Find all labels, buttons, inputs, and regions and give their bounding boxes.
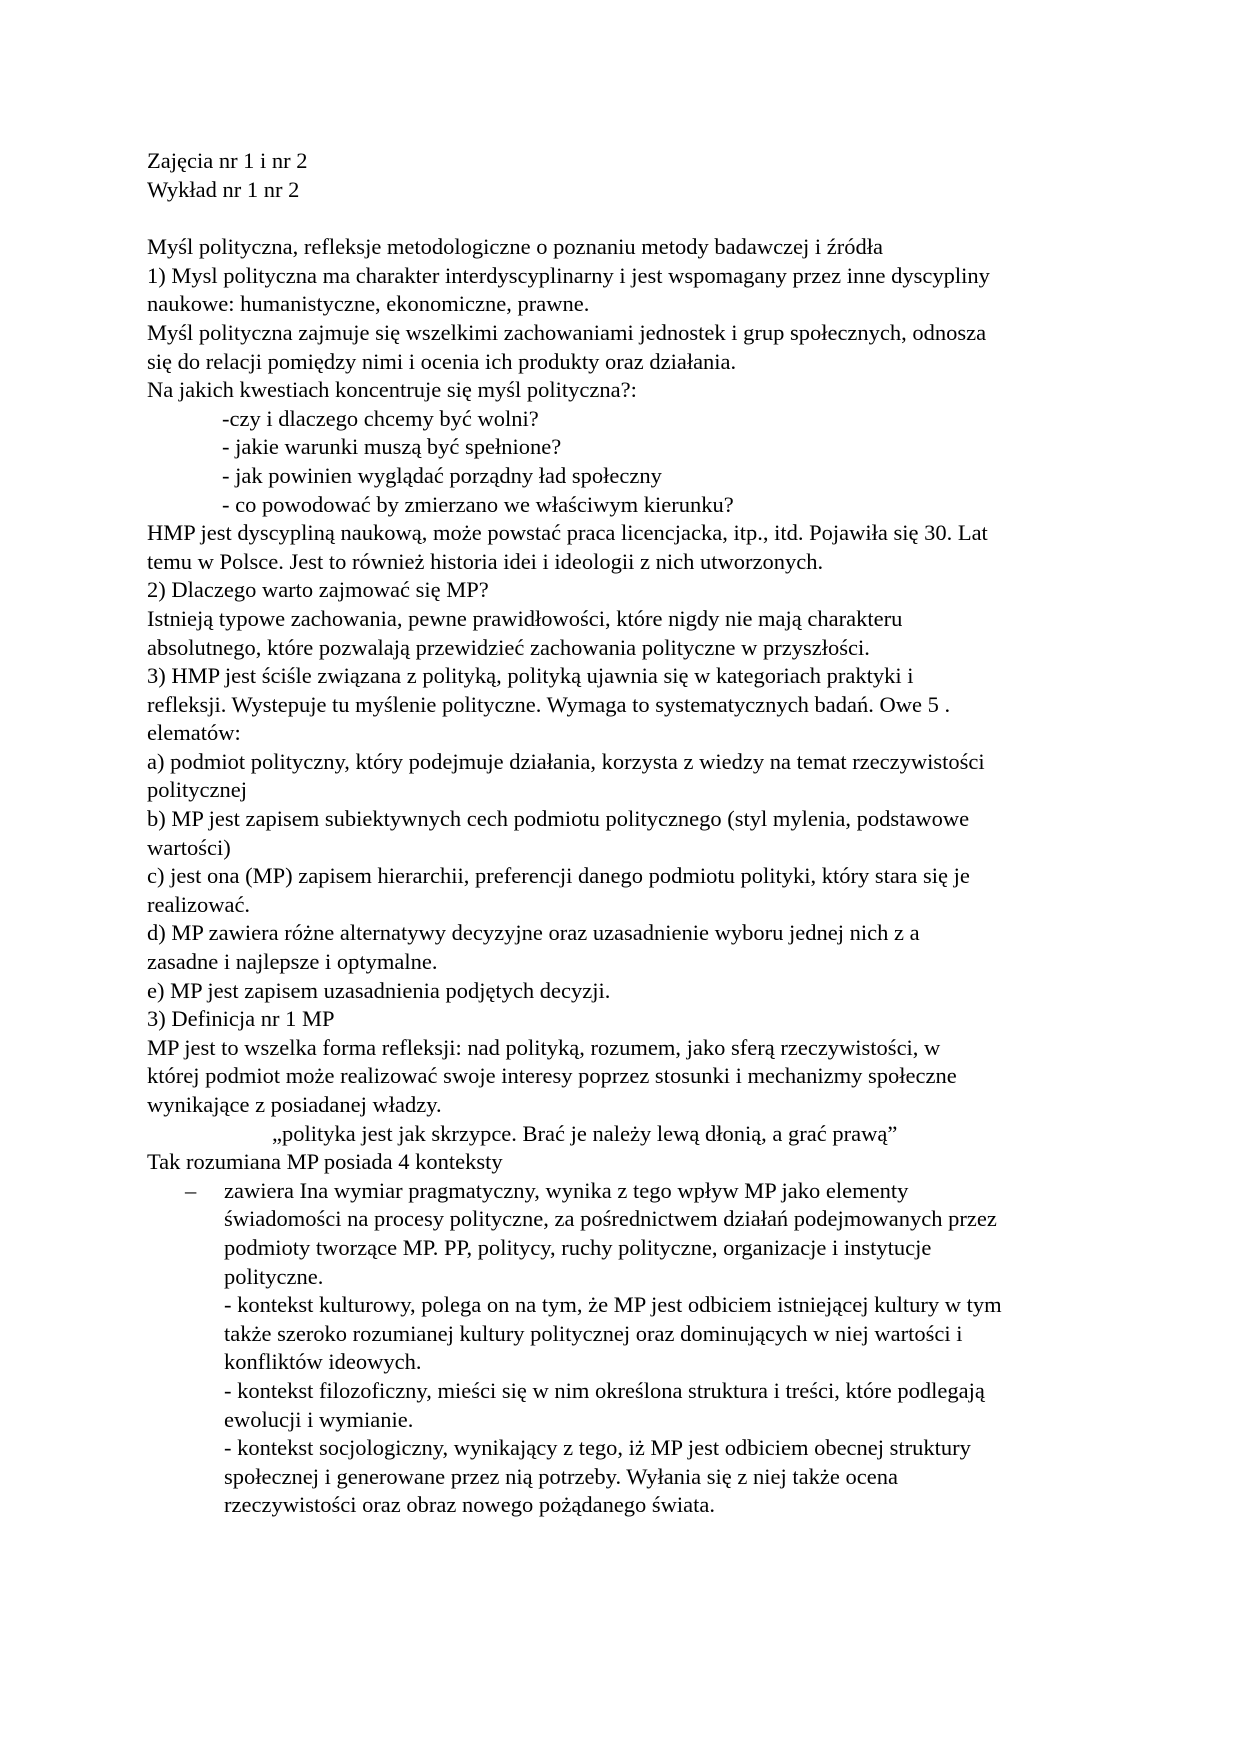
list-line: polityczne. (224, 1263, 324, 1289)
paragraph-line: c) jest ona (MP) zapisem hierarchii, preferencji danego podmiotu polityki, który stara się je (147, 863, 970, 889)
paragraph-line: naukowe: humanistyczne, ekonomiczne, prawne. (147, 291, 590, 317)
list-line: podmioty tworzące MP. PP, politycy, ruchy polityczne, organizacje i instytucje (224, 1234, 932, 1260)
paragraph-line: temu w Polsce. Jest to również historia idei i ideologii z nich utworzonych. (147, 548, 824, 574)
list-line: - kontekst socjologiczny, wynikający z tego, iż MP jest odbiciem obecnej struktury (224, 1435, 971, 1461)
paragraph-line: politycznej (147, 777, 247, 803)
list-line: rzeczywistości oraz obraz nowego pożądanego świata. (224, 1492, 716, 1518)
section-title: Myśl polityczna, refleksje metodologiczne o poznaniu metody badawczej i źródła (147, 234, 883, 260)
list-line: - kontekst kulturowy, polega on na tym, że MP jest odbiciem istniejącej kultury w tym (224, 1292, 1002, 1318)
list-line: ewolucji i wymianie. (224, 1406, 414, 1432)
question-item: - jak powinien wyglądać porządny ład społeczny (222, 462, 662, 488)
list-line: - kontekst filozoficzny, mieści się w nim określona struktura i treści, które podlegają (224, 1377, 985, 1403)
list-line: zawiera Ina wymiar pragmatyczny, wynika z tego wpływ MP jako elementy (224, 1177, 909, 1203)
document-body (147, 147, 1097, 1520)
paragraph-line: elematów: (147, 720, 241, 746)
question-item: - co powodować by zmierzano we właściwym kierunku? (222, 491, 734, 517)
paragraph-line: Na jakich kwestiach koncentruje się myśl polityczna?: (147, 377, 637, 403)
header-line-2: Wykład nr 1 nr 2 (147, 176, 300, 202)
question-item: - jakie warunki muszą być spełnione? (222, 434, 562, 460)
paragraph-line: się do relacji pomiędzy nimi i ocenia ich produkty oraz działania. (147, 348, 737, 374)
paragraph-line: MP jest to wszelka forma refleksji: nad polityką, rozumem, jako sferą rzeczywistości, w (147, 1034, 941, 1060)
paragraph-line: d) MP zawiera różne alternatywy decyzyjne oraz uzasadnienie wyboru jednej nich z a (147, 920, 920, 946)
paragraph-line: realizować. (147, 891, 251, 917)
list-dash-bullet: – (185, 1177, 197, 1203)
quote-line: „polityka jest jak skrzypce. Brać je należy lewą dłonią, a grać prawą” (272, 1120, 898, 1146)
list-line: także szeroko rozumianej kultury politycznej oraz dominujących w niej wartości i (224, 1320, 963, 1346)
paragraph-line: e) MP jest zapisem uzasadnienia podjętych decyzji. (147, 977, 611, 1003)
paragraph-line: absolutnego, które pozwalają przewidzieć zachowania polityczne w przyszłości. (147, 634, 870, 660)
paragraph-line: wartości) (147, 834, 231, 860)
paragraph-line: 3) HMP jest ściśle związana z polityką, polityką ujawnia się w kategoriach praktyki i (147, 663, 914, 689)
paragraph-line: której podmiot może realizować swoje interesy poprzez stosunki i mechanizmy społeczne (147, 1063, 957, 1089)
list-line: świadomości na procesy polityczne, za pośrednictwem działań podejmowanych przez (224, 1206, 997, 1232)
paragraph-line: a) podmiot polityczny, który podejmuje działania, korzysta z wiedzy na temat rzeczywistości (147, 748, 985, 774)
paragraph-line: Myśl polityczna zajmuje się wszelkimi zachowaniami jednostek i grup społecznych, odnosza (147, 319, 987, 345)
paragraph-line: Istnieją typowe zachowania, pewne prawidłowości, które nigdy nie mają charakteru (147, 605, 903, 631)
paragraph-line: 2) Dlaczego warto zajmować się MP? (147, 577, 489, 603)
paragraph-line: HMP jest dyscypliną naukową, może powstać praca licencjacka, itp., itd. Pojawiła się 30. Lat (147, 520, 988, 546)
list-line: konfliktów ideowych. (224, 1349, 422, 1375)
paragraph-line: refleksji. Wystepuje tu myślenie polityczne. Wymaga to systematycznych badań. Owe 5 . (147, 691, 951, 717)
paragraph-line: wynikające z posiadanej władzy. (147, 1092, 442, 1117)
question-item: -czy i dlaczego chcemy być wolni? (222, 405, 539, 431)
paragraph-line: zasadne i najlepsze i optymalne. (147, 949, 438, 975)
context-list (147, 1177, 1097, 1520)
blank-line (147, 204, 1097, 233)
paragraph-line: 3) Definicja nr 1 MP (147, 1006, 335, 1032)
header-line-1: Zajęcia nr 1 i nr 2 (147, 148, 308, 173)
paragraph-line: b) MP jest zapisem subiektywnych cech podmiotu politycznego (styl mylenia, podstawowe (147, 806, 970, 832)
list-line: społecznej i generowane przez nią potrzeby. Wyłania się z niej także ocena (224, 1463, 898, 1489)
paragraph-line: 1) Mysl polityczna ma charakter interdyscyplinarny i jest wspomagany przez inne dyscypliny (147, 262, 990, 288)
paragraph-line: Tak rozumiana MP posiada 4 konteksty (147, 1149, 503, 1175)
